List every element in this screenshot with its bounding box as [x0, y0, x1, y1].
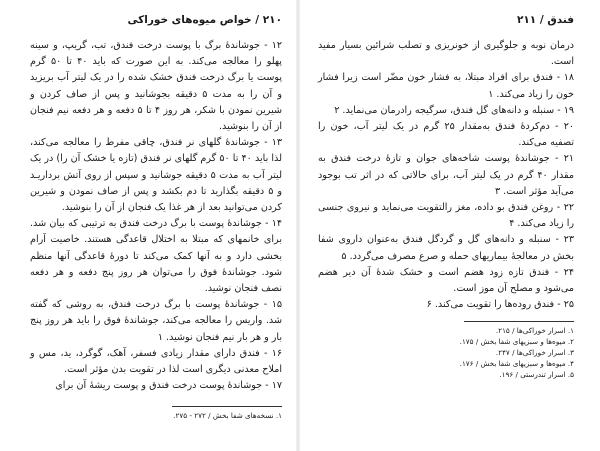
right-page-running-head	[517, 14, 574, 26]
right-page-number: ۲۱۱	[516, 14, 537, 26]
left-page	[0, 0, 296, 451]
footnote: ۳. اسرار خوراکی‌ها / ۲۴۷.	[495, 348, 574, 358]
paragraph: ۲۰ - دم‌کردهٔ فندق به‌مقدار ۲۵ گرم در یک لیتر آب، خون را تصفیه می‌کند.	[318, 121, 574, 149]
footnote: ۴. میوه‌ها و سبزیهای شفا بخش / ۱۷۶.	[459, 359, 574, 369]
paragraph: ۲۵ - فندق روده‌ها را تقویت می‌کند. ۶	[426, 299, 574, 311]
footnote: ۱. اسرار خوراکی‌ها / ۲۱۵.	[495, 326, 574, 336]
paragraph: ۱۵ - جوشاندهٔ پوست با برگ درخت فندق، به روشی که گفته شد. واریس را معالجه می‌کند، جوشاندهٔ فوق را باید هر روز پنج بار و هر بار نیم فنجان نوشید. ۱	[30, 299, 282, 343]
right-page-header-separator: /	[539, 14, 544, 26]
left-page-header	[30, 14, 282, 30]
paragraph: ۲۳ - سنبله و دانه‌های گل و گردگل فندق به‌عنوان دارو‌ی شفا بخش در معالجهٔ بیماریهای حمله و صرع مصرف می‌گردد. ۵	[318, 234, 574, 262]
paragraph: ۲۴ - فندق تازه زود هضم است و خشک شدهٔ آن دیر هضم می‌شود و مصلح آن موز است.	[318, 266, 574, 295]
right-page	[300, 0, 600, 451]
footnote-divider	[172, 406, 282, 407]
paragraph: ۱۸ - فندق برای افراد مبتلا، به فشار خون مضّر است زیرا فشار خون را زیاد می‌کند. ۱	[318, 72, 574, 100]
right-page-footnotes	[318, 325, 574, 380]
left-page-number: ۲۱۰	[262, 14, 282, 26]
paragraph: ۱۶ - فندق دارای مقدار زیادی فسفر، آهک، گوگرد، ید، مس و املاح معدنی دیگری است لذا در تقویت بدن مؤثر است.	[30, 347, 282, 376]
paragraph: ۱۳ - جوشاندهٔ گلهای نر فندق، چاقی مفرط را معالجه می‌کند، لذا باید ۴۰ تا ۵۰ گرم گلهای نر فندق (تازه یا خشک آن را) در یک لیتر آب به مدت ۵ دقیقه جوشانید و سپس از روی آتش برداریـد و ۵ دقیقه بگذارید تا دم بکشد و پس از صاف نمودن و شیرین کردن می‌توانید بعد از هر غذا یک فنجان از آن را بنوشید.	[30, 137, 282, 214]
paragraph: ۱۴ - جوشاندهٔ پوست با برگ درخت فندق به ترتیبی که بیان شد. برای خانمهای که مبتلا به اختلال قاعدگی هستند. خاصیت آرام بخشی دارد و به آنها کمک می‌کند تا دورهٔ قاعدگی آنها منظم شود. جوشاندهٔ فوق را می‌توان هر روز پنج دفعه و هر دفعه نصف فنجان نوشید.	[30, 218, 282, 295]
paragraph: ۱۲ - جوشاندهٔ برگ با پوست درخت فندق، تب، گریپ، و سینه پهلو را معالجه می‌کند. به این صورت که باید ۴۰ تا ۵۰ گرم پوست یا برگ درخت فندق خشک شده را در یک لیتر آب بریزید و آن را به مدت ۵ دقیقه بجوشانید و پس از صاف کردن و شیرین نمودن با شکر، هر روز ۴ تا ۵ دفعه و هر دفعه نیم فنجان از آن را بنوشید.	[30, 40, 282, 133]
footnote: ۲. میوه‌ها و سبزیهای شفا بخش / ۱۷۵.	[459, 337, 574, 347]
left-page-footnotes	[30, 410, 282, 421]
right-page-header	[318, 14, 574, 30]
left-page-running-head	[127, 14, 282, 26]
footnote: ۱. نسخه‌های شفا بخش / ۲۷۲ - ۲۷۵.	[173, 411, 282, 421]
paragraph: ۱۹ - سنبله و دانه‌های گل فندق، سرگیجه رادرمان می‌نماید. ۲	[334, 104, 574, 116]
paragraph: ۲۱ - جوشاندهٔ پوست شاخه‌های جوان و تازهٔ درخت فندق به مقدار ۴۰ گرم در یک لیتر آب، برای حالاتی که در اثر تب بوجود می‌آید مؤثر است. ۳	[318, 153, 574, 197]
paragraph: درمان نوبه و جلوگیری از خونریزی و تصلب شرائین بسیار مفید است.	[318, 40, 574, 68]
right-page-title: فندق	[547, 14, 574, 26]
footnote: ۵. اسرار تندرستی / ۱۹۶.	[499, 370, 574, 380]
footnote-divider	[464, 321, 574, 322]
paragraph: ۲۲ - روغن فندق بو داده، مغز رالتقویت می‌نماید و نیروی جنسی را زیاد می‌کند. ۴	[318, 202, 574, 230]
left-page-header-separator: /	[255, 14, 260, 26]
left-page-title: خواص میوه‌های خوراکی	[127, 14, 252, 26]
paragraph: ۱۷ - جوشاندهٔ پوست درخت فندق و پوست ریشهٔ آن برای	[55, 380, 282, 392]
